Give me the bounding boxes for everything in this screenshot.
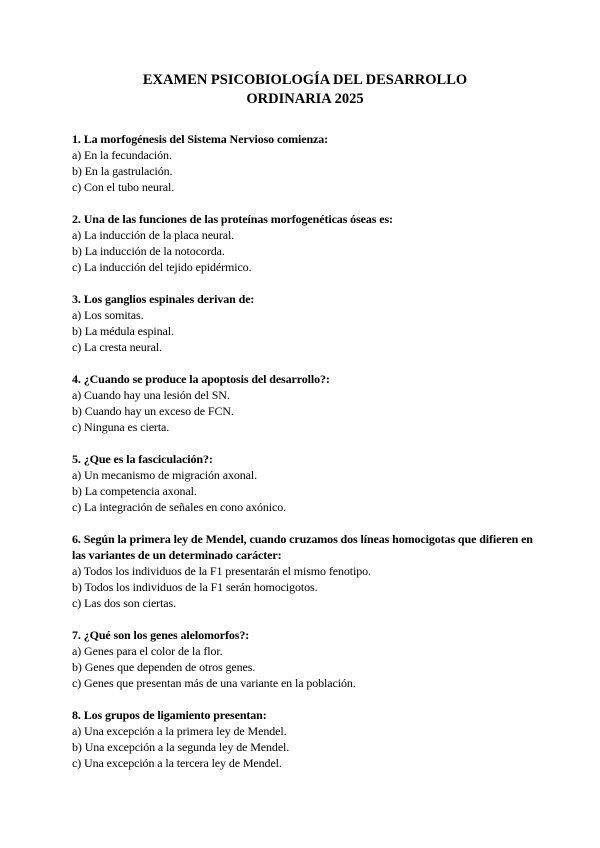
answer-option-b: b) La médula espinal. — [72, 324, 174, 338]
answer-option-a: a) Una excepción a la primera ley de Mendel. — [72, 724, 287, 738]
answer-options — [72, 723, 540, 771]
question-7 — [72, 627, 540, 691]
answer-option-b: b) Una excepción a la segunda ley de Mendel. — [72, 740, 290, 754]
answer-option-b: b) La inducción de la notocorda. — [72, 244, 225, 258]
question-1 — [72, 131, 540, 195]
question-text: 5. ¿Que es la fasciculación?: — [72, 452, 213, 466]
question-text: 1. La morfogénesis del Sistema Nervioso comienza: — [72, 132, 329, 146]
question-text: 6. Según la primera ley de Mendel, cuando cruzamos dos líneas homocigotas que difieren en las variantes de un determinado carácter: — [72, 532, 533, 562]
answer-option-a: a) En la fecundación. — [72, 148, 172, 162]
question-4 — [72, 371, 540, 435]
exam-title-line-1: EXAMEN PSICOBIOLOGÍA DEL DESARROLLO — [142, 72, 468, 88]
answer-option-a: a) Los somitas. — [72, 308, 144, 322]
answer-options — [72, 387, 540, 435]
question-text: 7. ¿Qué son los genes alelomorfos?: — [72, 628, 250, 642]
answer-option-c: c) Una excepción a la tercera ley de Mendel. — [72, 756, 282, 770]
question-8 — [72, 707, 540, 771]
question-2 — [72, 211, 540, 275]
answer-option-c: c) Con el tubo neural. — [72, 180, 175, 194]
answer-option-a: a) Todos los individuos de la F1 presentarán el mismo fenotipo. — [72, 564, 371, 578]
answer-option-b: b) Todos los individuos de la F1 serán homocigotos. — [72, 580, 318, 594]
question-text: 2. Una de las funciones de las proteínas morfogenéticas óseas es: — [72, 212, 393, 226]
exam-title-line-2: ORDINARIA 2025 — [246, 91, 364, 107]
question-text: 4. ¿Cuando se produce la apoptosis del desarrollo?: — [72, 372, 330, 386]
answer-options — [72, 307, 540, 355]
answer-option-b: b) Cuando hay un exceso de FCN. — [72, 404, 234, 418]
question-list — [72, 131, 540, 771]
answer-option-b: b) Genes que dependen de otros genes. — [72, 660, 256, 674]
answer-option-c: c) La inducción del tejido epidérmico. — [72, 260, 252, 274]
answer-options — [72, 147, 540, 195]
question-text: 3. Los ganglios espinales derivan de: — [72, 292, 255, 306]
answer-option-a: a) Genes para el color de la flor. — [72, 644, 223, 658]
answer-option-a: a) Un mecanismo de migración axonal. — [72, 468, 258, 482]
question-text: 8. Los grupos de ligamiento presentan: — [72, 708, 267, 722]
answer-option-a: a) La inducción de la placa neural. — [72, 228, 235, 242]
answer-option-b: b) La competencia axonal. — [72, 484, 197, 498]
answer-options — [72, 563, 540, 611]
exam-title — [70, 71, 540, 109]
answer-options — [72, 227, 540, 275]
answer-option-c: c) Las dos son ciertas. — [72, 596, 177, 610]
answer-option-c: c) Ninguna es cierta. — [72, 420, 170, 434]
question-5 — [72, 451, 540, 515]
answer-option-c: c) La cresta neural. — [72, 340, 162, 354]
answer-options — [72, 467, 540, 515]
answer-options — [72, 643, 540, 691]
question-6 — [72, 531, 540, 611]
answer-option-c: c) La integración de señales en cono axónico. — [72, 500, 287, 514]
answer-option-a: a) Cuando hay una lesión del SN. — [72, 388, 230, 402]
answer-option-b: b) En la gastrulación. — [72, 164, 173, 178]
question-3 — [72, 291, 540, 355]
answer-option-c: c) Genes que presentan más de una variante en la población. — [72, 676, 356, 690]
